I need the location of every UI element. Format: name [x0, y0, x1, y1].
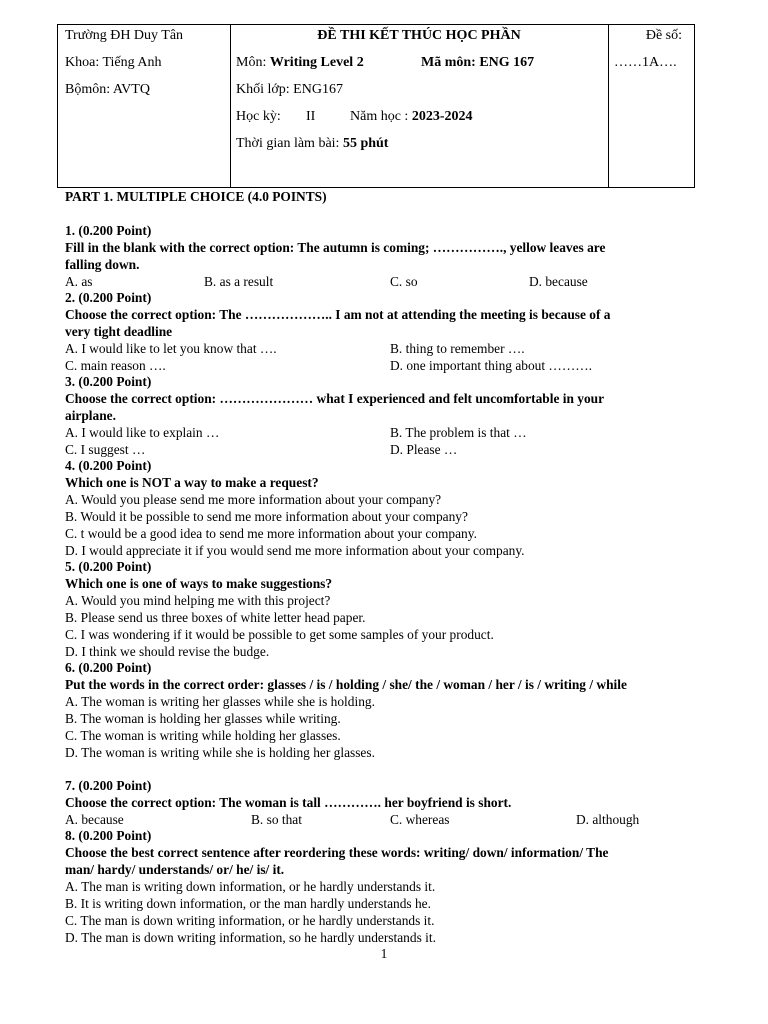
question-number: 4. (0.200 Point): [65, 458, 152, 473]
class-line: Khối lớp: ENG167: [236, 82, 343, 97]
answer-option: B. thing to remember ….: [390, 341, 525, 356]
answer-option: A. I would like to let you know that ….: [65, 341, 277, 356]
subject-line: [236, 55, 364, 71]
question-number: 3. (0.200 Point): [65, 374, 152, 389]
answer-option: A. I would like to explain …: [65, 425, 220, 440]
question-text: Choose the best correct sentence after reordering these words: writing/ down/ information/ The: [65, 845, 609, 860]
answer-option: A. as: [65, 274, 93, 289]
answer-option: D. Please …: [390, 442, 458, 457]
part-title: PART 1. MULTIPLE CHOICE (4.0 POINTS): [65, 189, 327, 204]
answer-option: A. The woman is writing her glasses while she is holding.: [65, 694, 375, 709]
department-name: Bộmôn: AVTQ: [65, 82, 150, 97]
header-code-cell: [608, 25, 694, 187]
question-number: 8. (0.200 Point): [65, 828, 152, 843]
term-value: II: [306, 109, 316, 124]
question-text: man/ hardy/ understands/ or/ he/ is/ it.: [65, 862, 285, 877]
question-text: falling down.: [65, 257, 140, 272]
term-label: Học kỳ:: [236, 109, 281, 124]
question-number: 1. (0.200 Point): [65, 223, 152, 238]
exam-code-label: Đề số:: [645, 28, 682, 43]
faculty-name: Khoa: Tiếng Anh: [65, 55, 162, 70]
answer-option: C. The woman is writing while holding her glasses.: [65, 728, 341, 743]
exam-code-value: ……1A….: [614, 55, 677, 70]
year-label: Năm học :: [350, 109, 412, 124]
answer-option: B. It is writing down information, or the man hardly understands he.: [65, 896, 431, 911]
answer-option: C. I was wondering if it would be possible to get some samples of your product.: [65, 627, 494, 642]
university-name: Trường ĐH Duy Tân: [65, 28, 184, 43]
page-number: 1: [380, 946, 388, 961]
time-line: [236, 136, 388, 152]
answer-option: D. I would appreciate it if you would send me more information about your company.: [65, 543, 525, 558]
answer-option: D. because: [529, 274, 588, 289]
answer-option: C. main reason ….: [65, 358, 166, 373]
answer-option: C. whereas: [390, 812, 450, 827]
answer-option: B. The woman is holding her glasses while writing.: [65, 711, 341, 726]
year-value: 2023-2024: [411, 109, 473, 124]
answer-option: C. t would be a good idea to send me more information about your company.: [65, 526, 477, 541]
header-institution-cell: [58, 25, 231, 187]
question-text: Put the words in the correct order: glasses / is / holding / she/ the / woman / her / is / writing / while: [65, 677, 627, 692]
answer-option: A. The man is writing down information, or he hardly understands it.: [65, 879, 436, 894]
question-text: Choose the correct option: ………………… what I experienced and felt uncomfortable in your: [65, 391, 605, 406]
question-text: Which one is NOT a way to make a request?: [65, 475, 319, 490]
question-text: very tight deadline: [65, 324, 173, 339]
answer-option: B. so that: [251, 812, 302, 827]
exam-title: ĐỀ THI KẾT THÚC HỌC PHẦN: [317, 28, 521, 43]
year-line: [350, 109, 473, 125]
answer-option: B. The problem is that …: [390, 425, 527, 440]
header-exam-info-cell: [230, 25, 609, 187]
answer-option: D. I think we should revise the budge.: [65, 644, 270, 659]
answer-option: A. Would you please send me more information about your company?: [65, 492, 442, 507]
question-text: airplane.: [65, 408, 116, 423]
subject-value: Writing Level 2: [269, 55, 364, 70]
question-text: Choose the correct option: The woman is tall …………. her boyfriend is short.: [65, 795, 512, 810]
answer-option: A. because: [65, 812, 124, 827]
answer-option: B. Please send us three boxes of white letter head paper.: [65, 610, 366, 625]
answer-option: D. one important thing about ……….: [390, 358, 592, 373]
answer-option: B. Would it be possible to send me more information about your company?: [65, 509, 468, 524]
question-text: Choose the correct option: The ……………….. I am not at attending the meeting is because of a: [65, 307, 611, 322]
answer-option: D. The woman is writing while she is holding her glasses.: [65, 745, 375, 760]
question-text: Which one is one of ways to make suggestions?: [65, 576, 333, 591]
answer-option: B. as a result: [204, 274, 274, 289]
answer-option: A. Would you mind helping me with this project?: [65, 593, 331, 608]
subject-label: Môn:: [236, 55, 270, 70]
exam-header-table: [57, 24, 695, 188]
subject-code: Mã môn: ENG 167: [421, 55, 535, 70]
question-number: 7. (0.200 Point): [65, 778, 152, 793]
time-label: Thời gian làm bài:: [236, 136, 343, 151]
question-number: 5. (0.200 Point): [65, 559, 152, 574]
question-number: 2. (0.200 Point): [65, 290, 152, 305]
time-value: 55 phút: [342, 136, 389, 151]
question-number: 6. (0.200 Point): [65, 660, 152, 675]
answer-option: D. The man is down writing information, so he hardly understands it.: [65, 930, 436, 945]
answer-option: C. I suggest …: [65, 442, 146, 457]
answer-option: C. The man is down writing information, or he hardly understands it.: [65, 913, 435, 928]
answer-option: C. so: [390, 274, 418, 289]
answer-option: D. although: [576, 812, 640, 827]
question-text: Fill in the blank with the correct option: The autumn is coming; ……………., yellow leaves are: [65, 240, 606, 255]
